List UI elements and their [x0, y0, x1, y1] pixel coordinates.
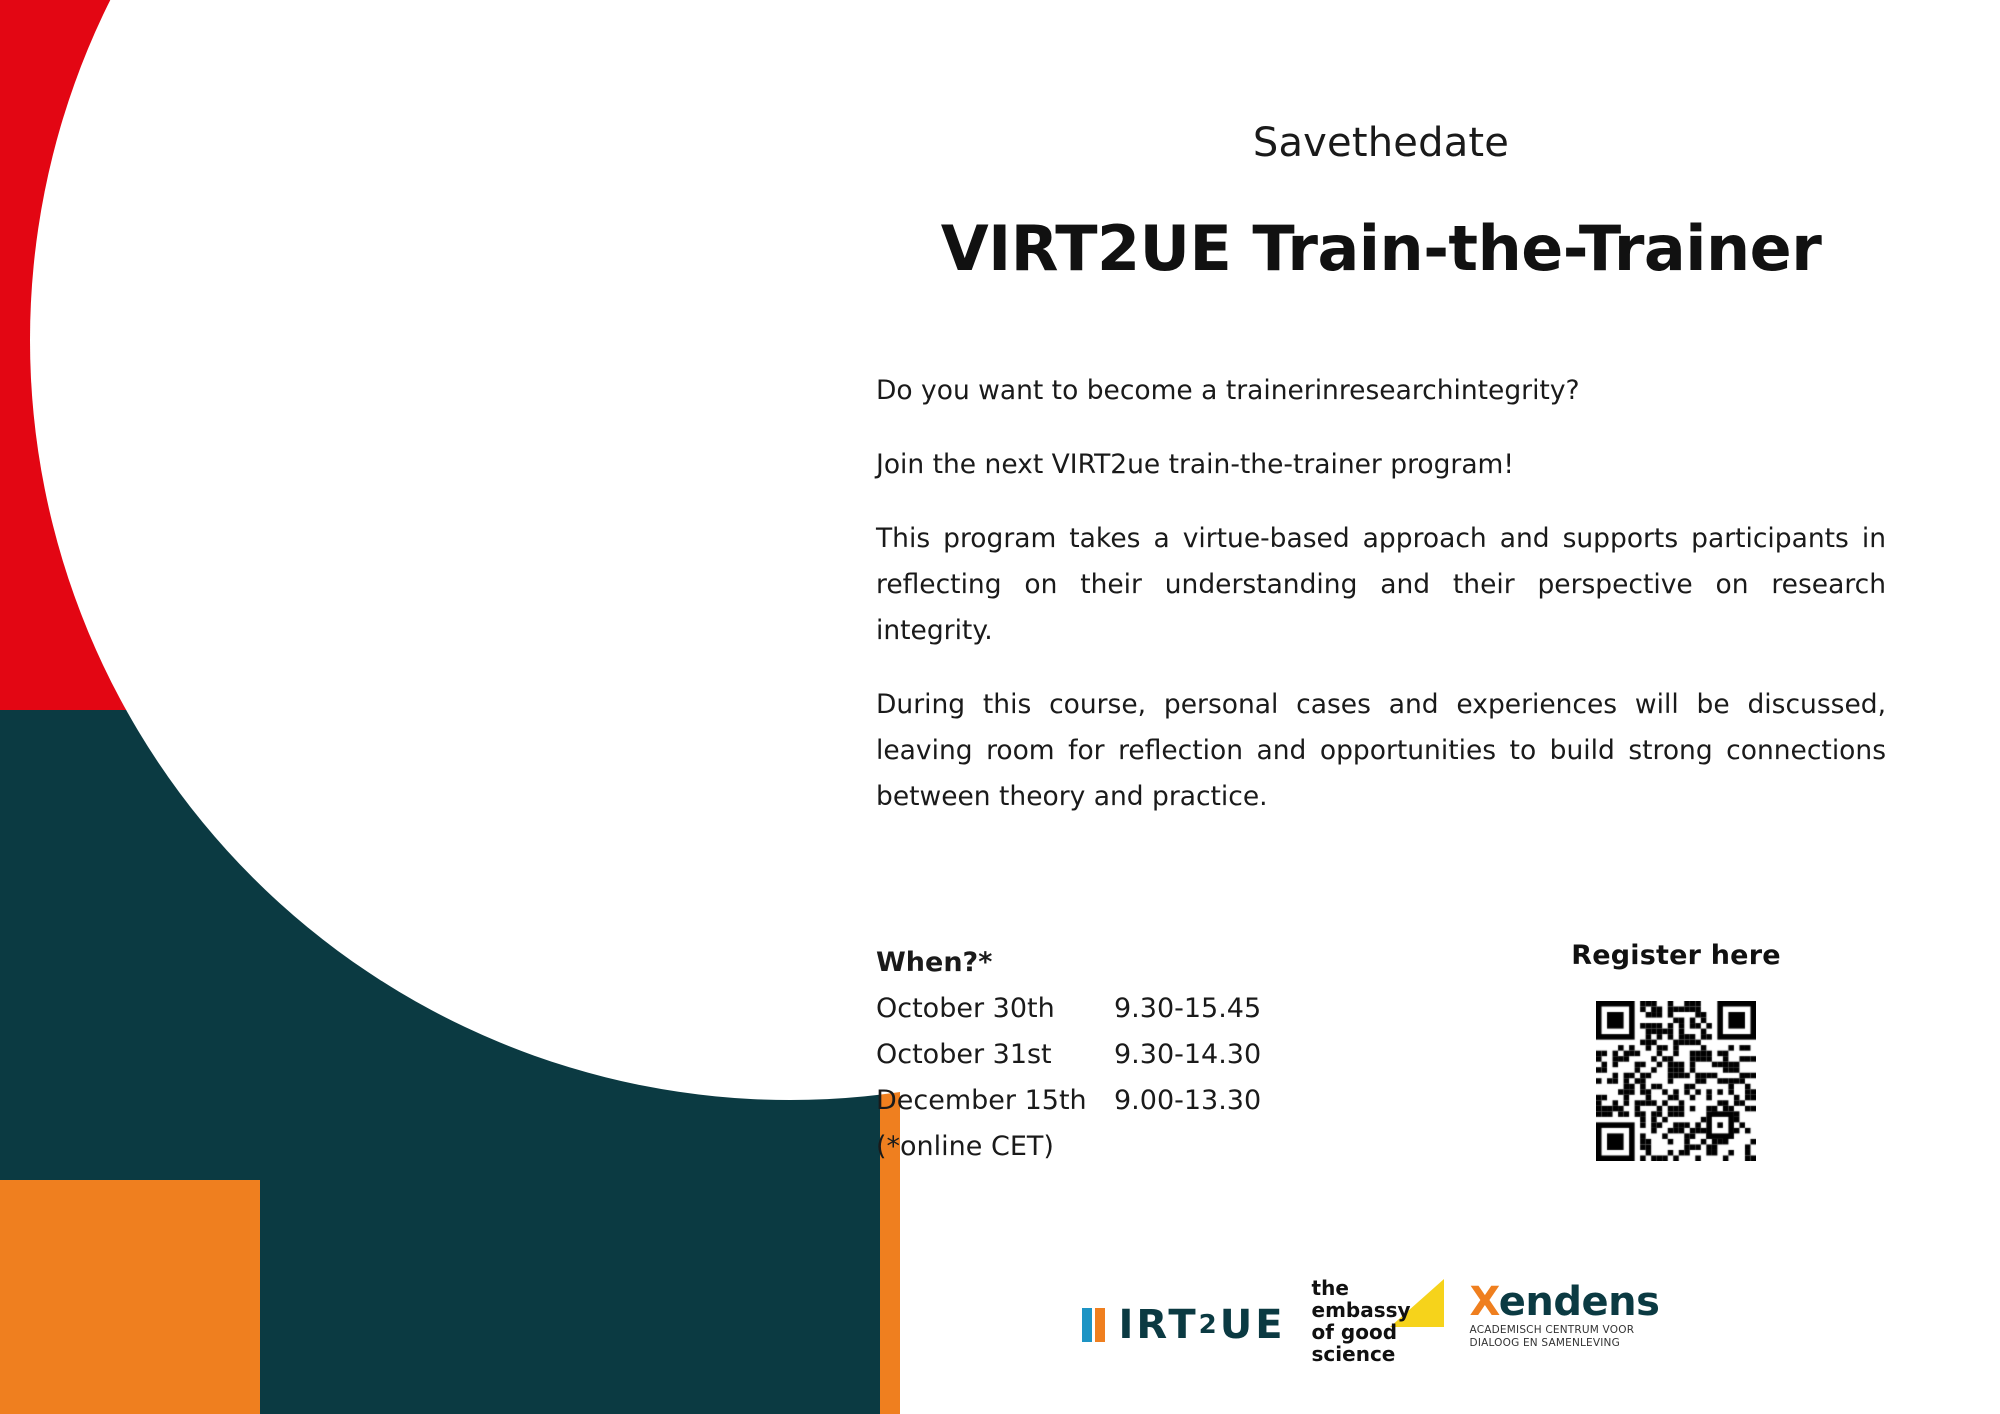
- endens-x-icon: X: [1469, 1279, 1499, 1325]
- when-block: [876, 940, 1396, 1170]
- when-heading: When?*: [876, 947, 993, 978]
- when-time: 9.30-14.30: [1114, 1039, 1262, 1070]
- logo-row: [876, 1270, 1886, 1380]
- paragraph-course: During this course, personal cases and experiences will be discussed, leaving room for reflection and opportunities to build strong connections between theory and practice.: [876, 689, 1886, 812]
- when-row: [876, 986, 1396, 1032]
- embassy-line-2: embassy: [1311, 1298, 1411, 1322]
- virt2ue-logo-text: IRT: [1118, 1302, 1199, 1348]
- when-time: 9.30-15.45: [1114, 993, 1262, 1024]
- embassy-logo-lines: [1312, 1277, 1444, 1365]
- deco-orange-corner: [0, 1180, 260, 1414]
- when-row: [876, 1032, 1396, 1078]
- endens-sub-1: ACADEMISCH CENTRUM VOOR: [1469, 1324, 1635, 1336]
- virt2ue-mark-icon: [1082, 1308, 1112, 1342]
- paragraph-join: Join the next VIRT2ue train-the-trainer program!: [876, 449, 1514, 480]
- when-date: October 30th: [876, 993, 1055, 1024]
- when-row: [876, 1078, 1396, 1124]
- register-heading: Register here: [1571, 940, 1781, 971]
- embassy-of-good-science-logo: [1312, 1277, 1444, 1373]
- register-block: [1466, 940, 1886, 1161]
- endens-sub-2: DIALOOG EN SAMENLEVING: [1469, 1337, 1620, 1349]
- when-date: December 15th: [876, 1085, 1087, 1116]
- virt2ue-logo-tail: UE: [1219, 1302, 1286, 1348]
- paragraph-intro: Do you want to become a trainerinresearchintegrity?: [876, 375, 1580, 406]
- embassy-line-3: of good: [1311, 1320, 1398, 1344]
- endens-logo: [1470, 1280, 1680, 1370]
- content-column: [876, 0, 1886, 1414]
- virt2ue-logo-sup: 2: [1198, 1310, 1220, 1340]
- endens-word-text: endens: [1498, 1279, 1660, 1325]
- save-the-date-label: Savethedate: [1252, 120, 1510, 166]
- when-time: 9.00-13.30: [1114, 1085, 1262, 1116]
- embassy-line-1: the: [1311, 1276, 1349, 1300]
- endens-logo-word: [1470, 1280, 1680, 1324]
- embassy-line-4: science: [1311, 1342, 1396, 1366]
- qr-code-icon[interactable]: [1596, 1001, 1756, 1161]
- decorative-graphic: [0, 0, 900, 1414]
- paragraph-approach: This program takes a virtue-based approach and supports participants in reflecting on their understanding and their perspective on research integrity.: [876, 523, 1886, 646]
- when-date: October 31st: [876, 1039, 1052, 1070]
- virt2ue-logo: [1082, 1302, 1285, 1348]
- body-text: [876, 368, 1886, 848]
- when-note: (*online CET): [876, 1131, 1054, 1162]
- page-title: VIRT2UE Train-the-Trainer: [940, 212, 1822, 285]
